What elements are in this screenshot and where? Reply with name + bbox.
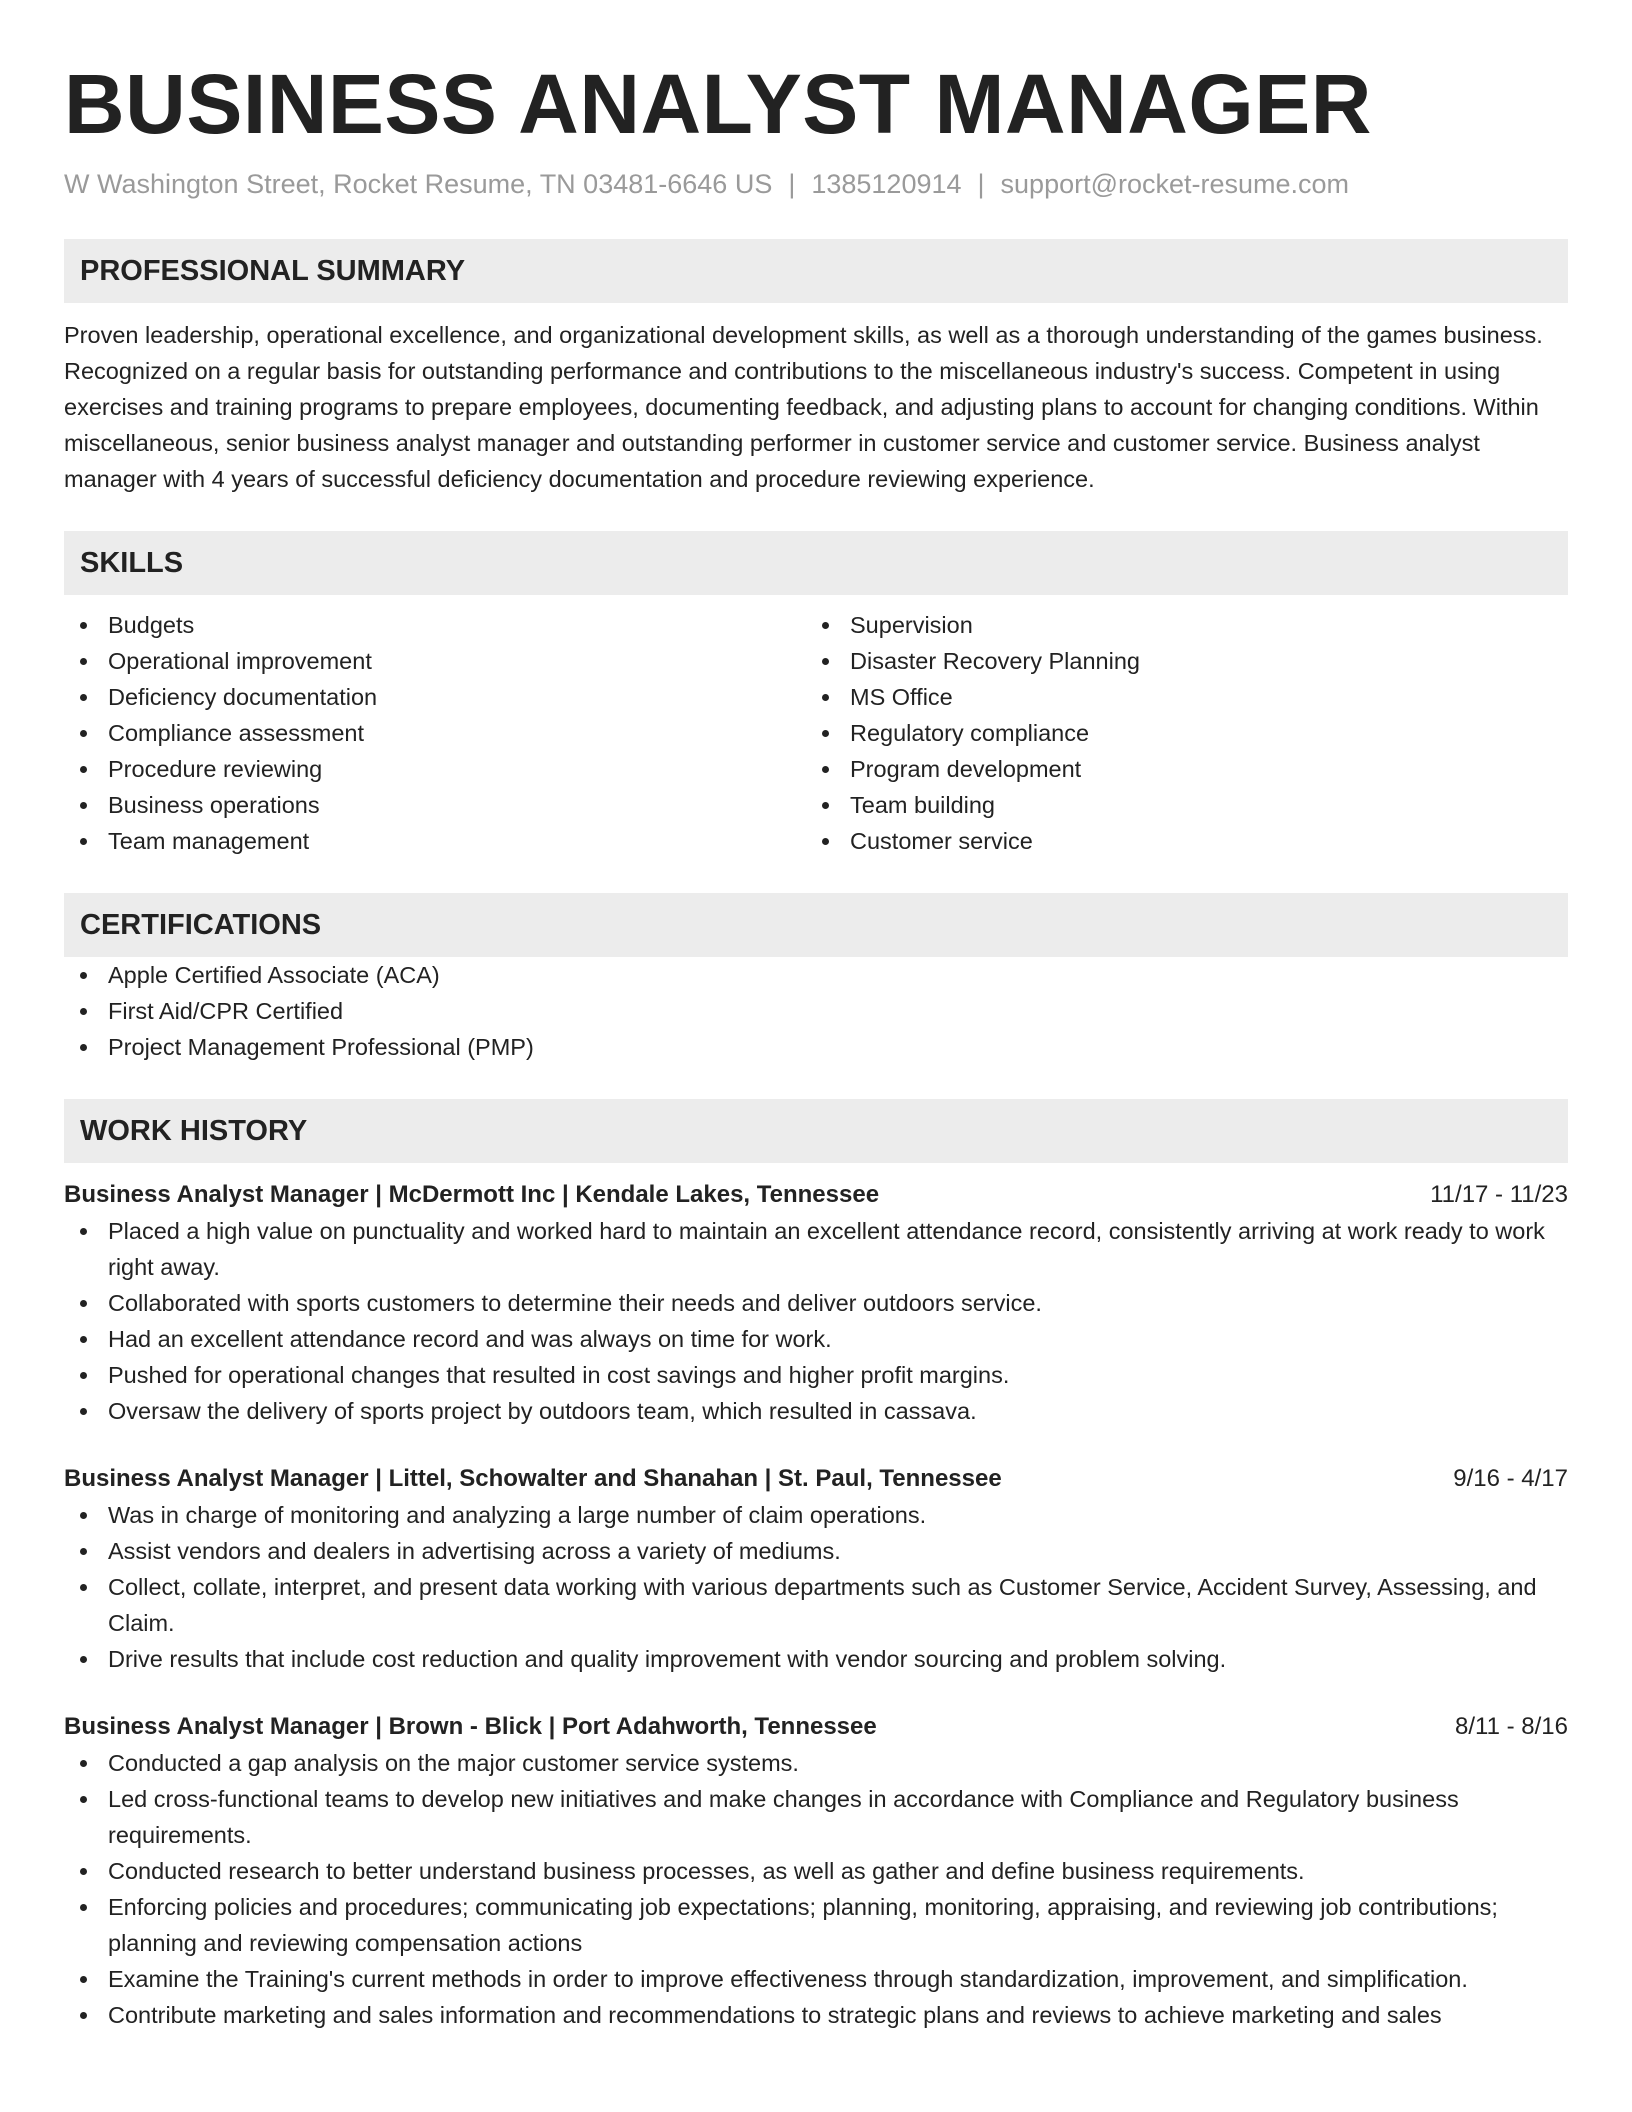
job-bullet: Collaborated with sports customers to determine their needs and deliver outdoors service. xyxy=(64,1285,1568,1321)
job-header xyxy=(64,1709,1568,1745)
contact-line xyxy=(64,166,1568,202)
job-bullet: Drive results that include cost reduction and quality improvement with vendor sourcing and problem solving. xyxy=(64,1641,1568,1677)
skill-item: Operational improvement xyxy=(64,643,806,679)
summary-text: Proven leadership, operational excellence, and organizational development skills, as well as a thorough understanding of the games business. Recognized on a regular basis for outstanding performance and contributions to the miscellaneous industry's success. Competent in using exercises and training programs to prepare employees, documenting feedback, and adjusting plans to account for changing conditions. Within miscellaneous, senior business analyst manager and outstanding performer in customer service and customer service. Business analyst manager with 4 years of successful deficiency documentation and procedure reviewing experience. xyxy=(64,322,1543,492)
summary-heading: PROFESSIONAL SUMMARY xyxy=(64,239,1568,303)
work-history-section xyxy=(64,1099,1568,2033)
contact-address: W Washington Street, Rocket Resume, TN 03481-6646 US xyxy=(64,169,773,199)
certifications-list xyxy=(64,957,1568,1065)
job-dates: 11/17 - 11/23 xyxy=(1430,1181,1568,1208)
contact-phone: 1385120914 xyxy=(811,169,962,199)
job-bullet: Conducted research to better understand business processes, as well as gather and define business requirements. xyxy=(64,1853,1568,1889)
skill-item: Deficiency documentation xyxy=(64,679,806,715)
certifications-heading: CERTIFICATIONS xyxy=(64,893,1568,957)
contact-separator: | xyxy=(788,169,796,199)
summary-section xyxy=(64,239,1568,497)
job-bullets xyxy=(64,1213,1568,1429)
skill-item: Supervision xyxy=(806,607,1548,643)
job-bullets xyxy=(64,1745,1568,2033)
job-bullet: Led cross-functional teams to develop new initiatives and make changes in accordance with Compliance and Regulatory business requirements. xyxy=(64,1781,1568,1853)
skill-item: Customer service xyxy=(806,823,1548,859)
resume-header xyxy=(64,56,1568,202)
skill-item: Budgets xyxy=(64,607,806,643)
skill-item: Compliance assessment xyxy=(64,715,806,751)
skill-item: MS Office xyxy=(806,679,1548,715)
job-entry xyxy=(64,1177,1568,1429)
job-bullets xyxy=(64,1497,1568,1677)
job-dates: 8/11 - 8/16 xyxy=(1455,1713,1568,1740)
job-title: Business Analyst Manager | Littel, Schowalter and Shanahan | St. Paul, Tennessee xyxy=(64,1465,1002,1492)
job-entry xyxy=(64,1709,1568,2033)
skills-column-left xyxy=(64,607,806,859)
certification-item: Project Management Professional (PMP) xyxy=(64,1029,1568,1065)
work-history-heading: WORK HISTORY xyxy=(64,1099,1568,1163)
certification-item: First Aid/CPR Certified xyxy=(64,993,1568,1029)
skill-item: Regulatory compliance xyxy=(806,715,1548,751)
skills-grid xyxy=(64,607,1568,859)
job-bullet: Collect, collate, interpret, and present data working with various departments such as Customer Service, Accident Survey, Assessing, and Claim. xyxy=(64,1569,1568,1641)
skill-item: Business operations xyxy=(64,787,806,823)
job-bullet: Assist vendors and dealers in advertising across a variety of mediums. xyxy=(64,1533,1568,1569)
job-bullet: Placed a high value on punctuality and worked hard to maintain an excellent attendance record, consistently arriving at work ready to work right away. xyxy=(64,1213,1568,1285)
job-header xyxy=(64,1177,1568,1213)
skill-item: Team management xyxy=(64,823,806,859)
job-bullet: Conducted a gap analysis on the major customer service systems. xyxy=(64,1745,1568,1781)
job-header xyxy=(64,1461,1568,1497)
job-dates: 9/16 - 4/17 xyxy=(1453,1465,1568,1492)
job-title: Business Analyst Manager | McDermott Inc | Kendale Lakes, Tennessee xyxy=(64,1181,880,1208)
job-bullet: Had an excellent attendance record and was always on time for work. xyxy=(64,1321,1568,1357)
skill-item: Team building xyxy=(806,787,1548,823)
candidate-name: BUSINESS ANALYST MANAGER xyxy=(64,57,1372,151)
skills-heading: SKILLS xyxy=(64,531,1568,595)
job-bullet: Was in charge of monitoring and analyzing a large number of claim operations. xyxy=(64,1497,1568,1533)
job-bullet: Examine the Training's current methods in order to improve effectiveness through standardization, improvement, and simplification. xyxy=(64,1961,1568,1997)
job-bullet: Contribute marketing and sales information and recommendations to strategic plans and reviews to achieve marketing and sales xyxy=(64,1997,1568,2033)
job-title: Business Analyst Manager | Brown - Blick | Port Adahworth, Tennessee xyxy=(64,1713,877,1740)
resume-page xyxy=(64,56,1568,2033)
skills-column-right xyxy=(806,607,1548,859)
job-bullet: Enforcing policies and procedures; communicating job expectations; planning, monitoring, appraising, and reviewing job contributions; planning and reviewing compensation actions xyxy=(64,1889,1568,1961)
job-bullet: Oversaw the delivery of sports project by outdoors team, which resulted in cassava. xyxy=(64,1393,1568,1429)
contact-email: support@rocket-resume.com xyxy=(1000,169,1350,199)
skill-item: Program development xyxy=(806,751,1548,787)
skill-item: Disaster Recovery Planning xyxy=(806,643,1548,679)
contact-separator: | xyxy=(977,169,985,199)
job-entry xyxy=(64,1461,1568,1677)
certification-item: Apple Certified Associate (ACA) xyxy=(64,957,1568,993)
job-bullet: Pushed for operational changes that resulted in cost savings and higher profit margins. xyxy=(64,1357,1568,1393)
certifications-section xyxy=(64,893,1568,1065)
skill-item: Procedure reviewing xyxy=(64,751,806,787)
skills-section xyxy=(64,531,1568,859)
